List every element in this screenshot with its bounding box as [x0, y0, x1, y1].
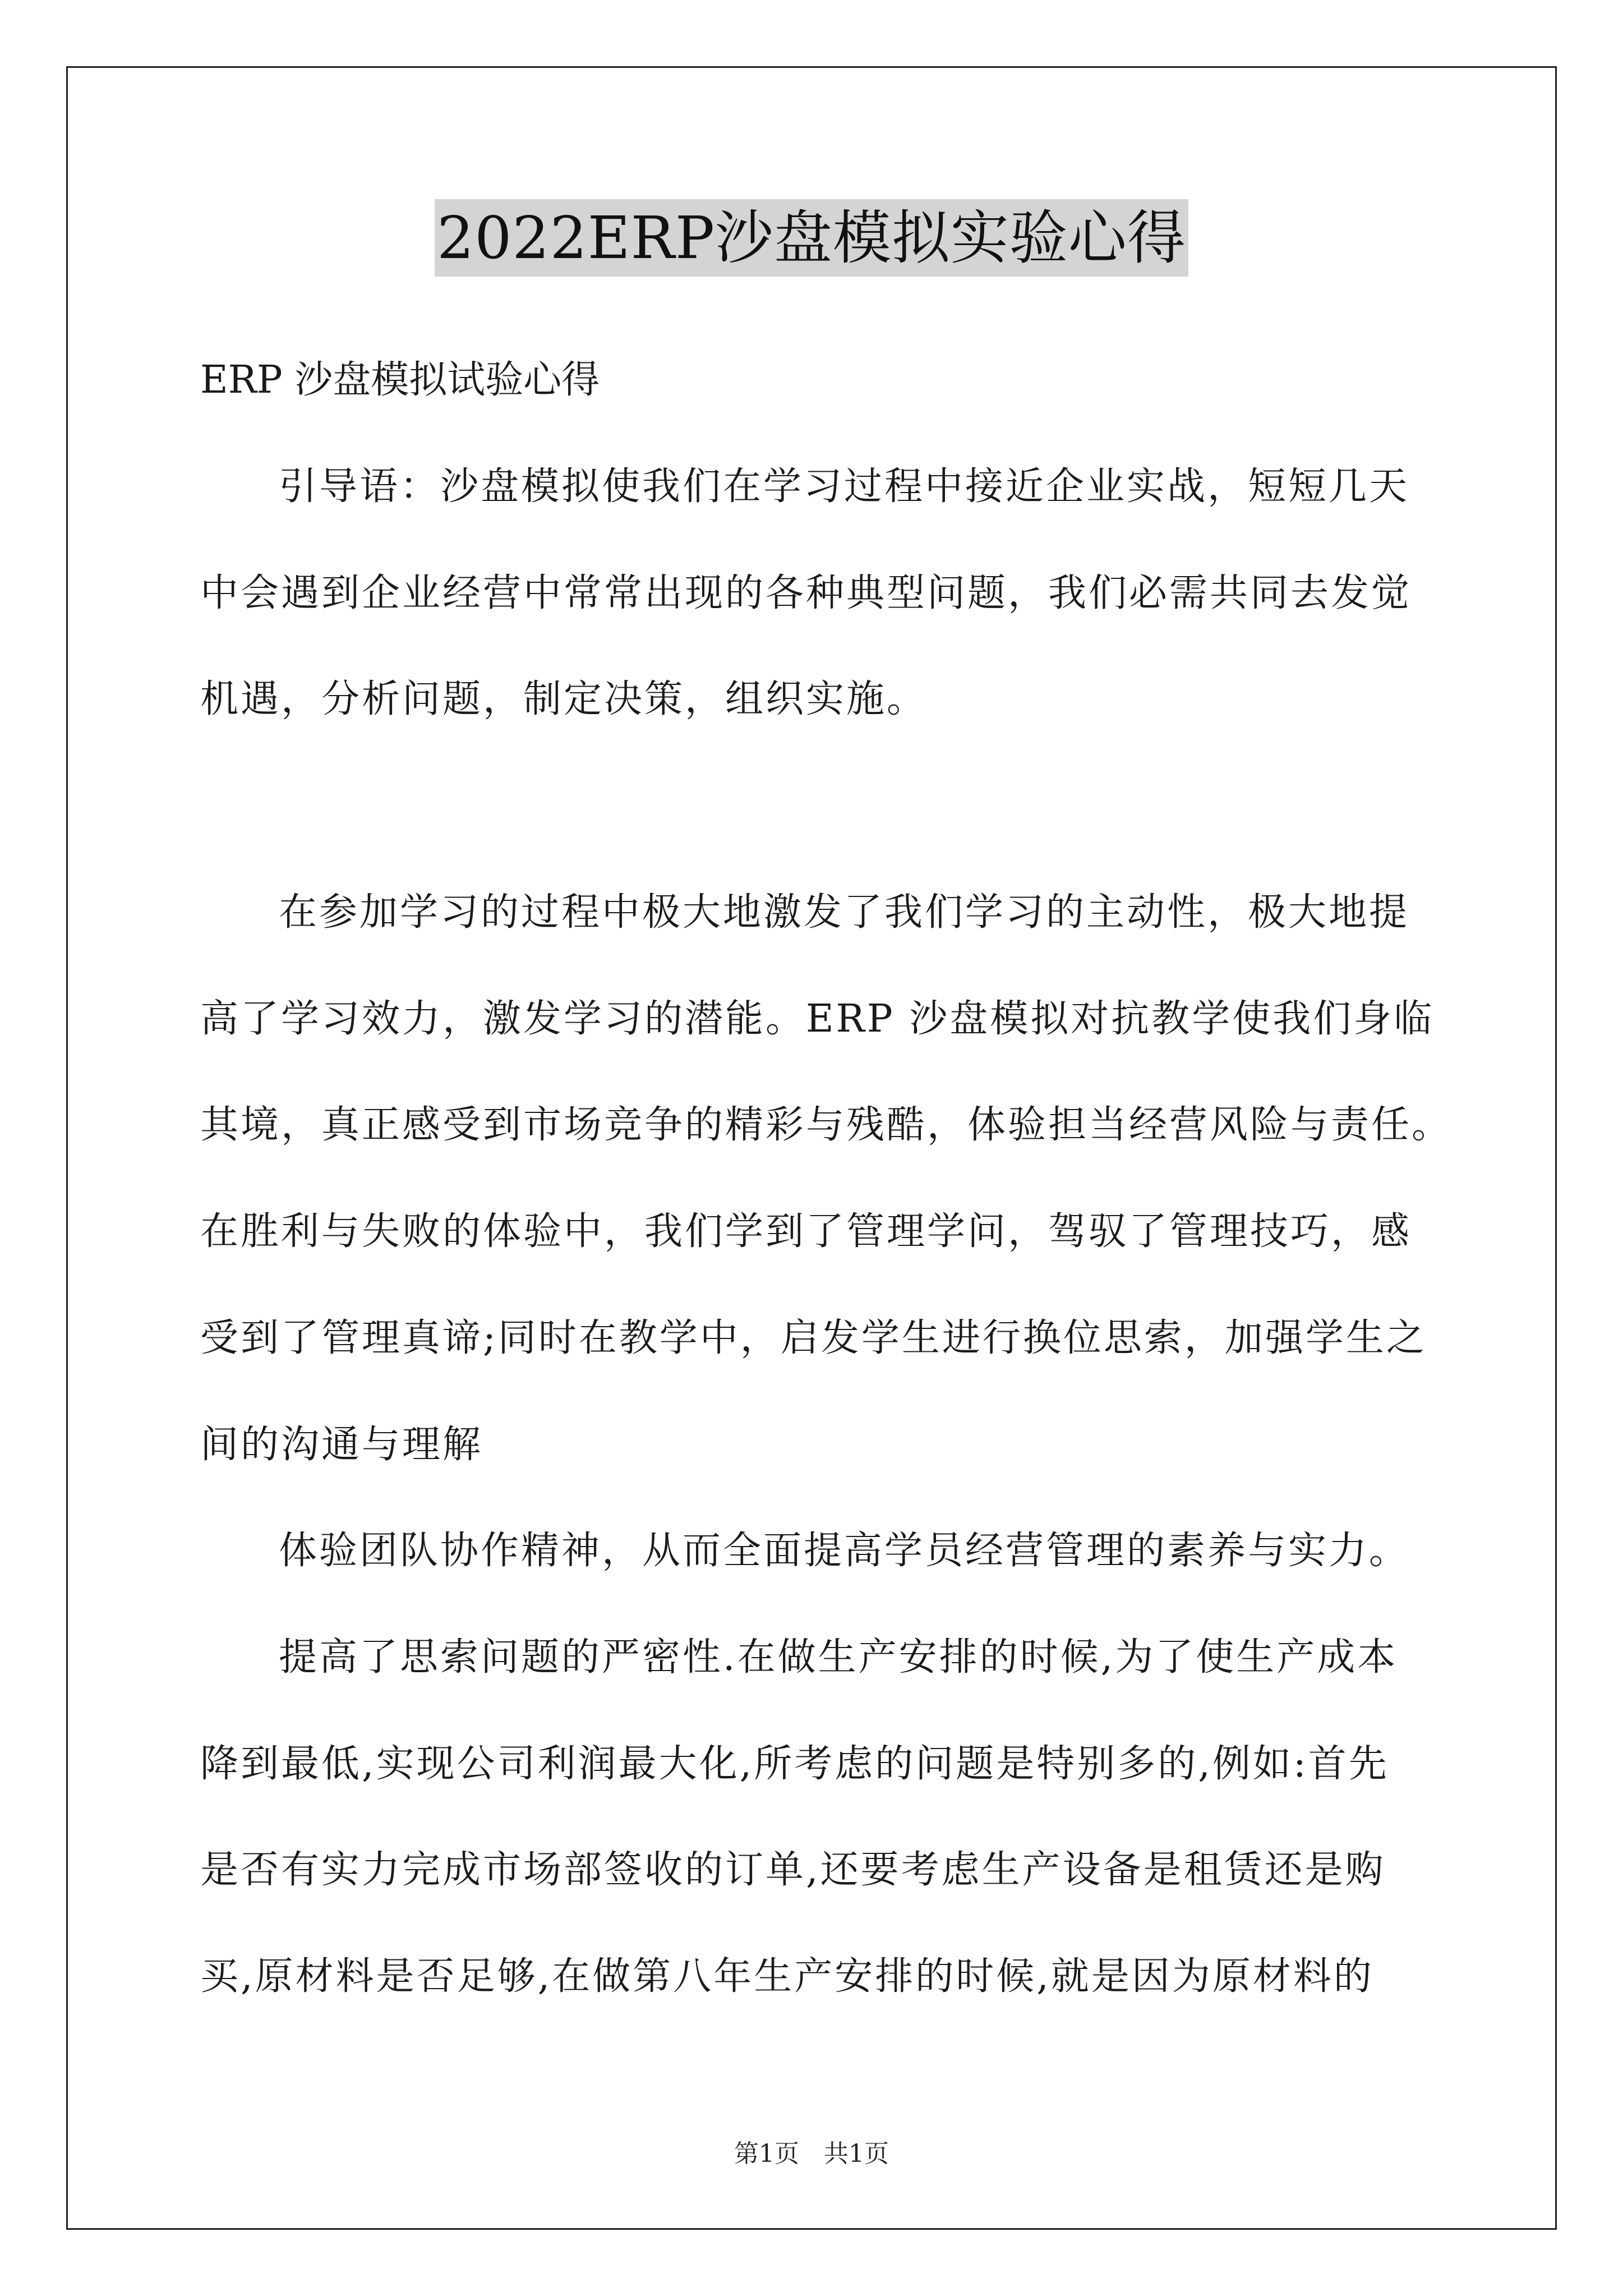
paragraph-line: 中会遇到企业经营中常常出现的各种典型问题，我们必需共同去发觉	[200, 571, 1412, 615]
document-title: 2022ERP沙盘模拟实验心得	[435, 199, 1188, 277]
paragraph-line: 降到最低,实现公司利润最大化,所考虑的问题是特别多的,例如:首先	[200, 1742, 1389, 1786]
paragraph-line: 是否有实力完成市场部签收的订单,还要考虑生产设备是租赁还是购	[200, 1848, 1386, 1892]
paragraph-line: 提高了思索问题的严密性.在做生产安排的时候,为了使生产成本	[279, 1635, 1398, 1680]
document-subtitle: ERP 沙盘模拟试验心得	[200, 358, 600, 402]
paragraph-line: 其境，真正感受到市场竞争的精彩与残酷，体验担当经营风险与责任。	[200, 1103, 1453, 1147]
title-container	[0, 199, 1623, 277]
paragraph-line: 在参加学习的过程中极大地激发了我们学习的主动性，极大地提	[279, 890, 1410, 935]
paragraph-line: 买,原材料是否足够,在做第八年生产安排的时候,就是因为原材料的	[200, 1954, 1374, 1999]
page-footer: 第1页 共1页	[734, 2139, 889, 2168]
paragraph-line: 机遇，分析问题，制定决策，组织实施。	[200, 677, 928, 721]
paragraph-line: 受到了管理真谛;同时在教学中，启发学生进行换位思索，加强学生之	[200, 1316, 1427, 1360]
paragraph-line: 在胜利与失败的体验中，我们学到了管理学问，驾驭了管理技巧，感	[200, 1209, 1412, 1254]
paragraph-line: 间的沟通与理解	[200, 1423, 483, 1467]
paragraph-line: 引导语：沙盘模拟使我们在学习过程中接近企业实战，短短几天	[279, 464, 1410, 509]
paragraph-line: 高了学习效力，激发学习的潜能。ERP 沙盘模拟对抗教学使我们身临	[200, 997, 1435, 1041]
paragraph-line: 体验团队协作精神，从而全面提高学员经营管理的素养与实力。	[279, 1529, 1410, 1573]
